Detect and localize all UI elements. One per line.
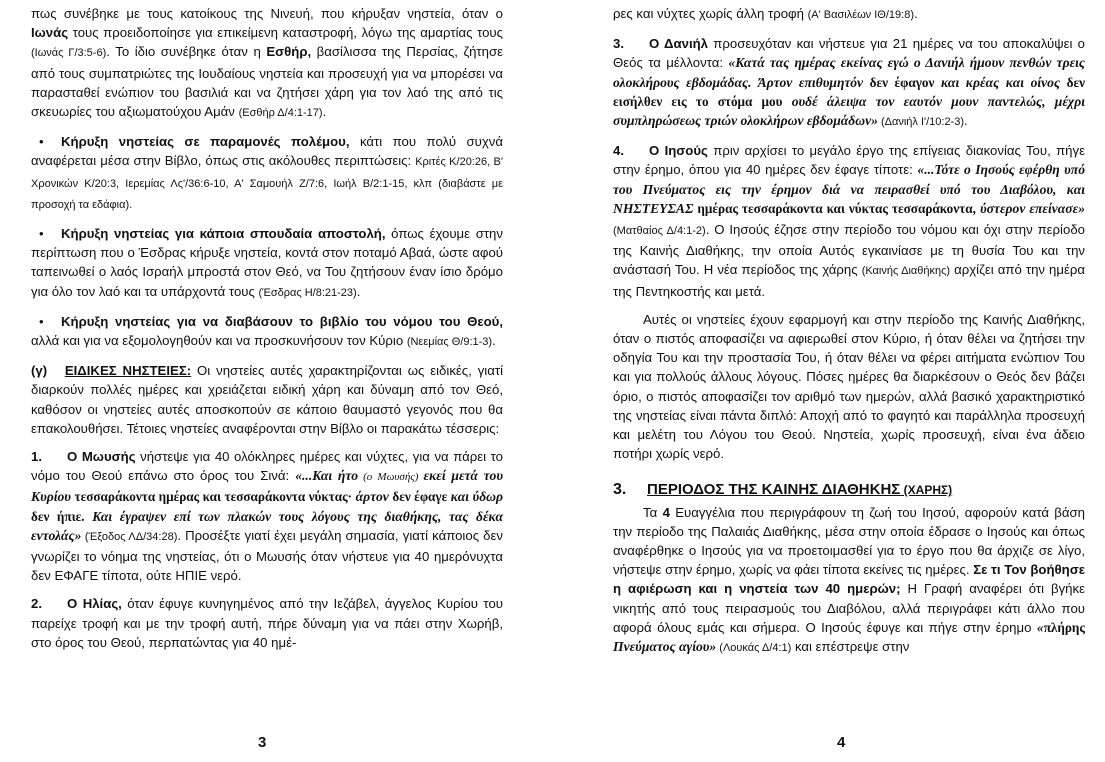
list-number: 2. bbox=[31, 596, 42, 612]
text: αρχίζει από την ημέρα της Πεντηκοστής και μετά. bbox=[613, 262, 1085, 299]
text: . Προσέξτε γιατί έχει μεγάλη σημασία, γιατί κάποιος δεν γνωρίζει το νόημα της νηστείας, ότι ο Μωυσής όταν νήστευε για 40 ημερόνυχτα δεν ΕΦΑΓΕ τίποτα, ούτε ΗΠΙΕ νερό. bbox=[31, 527, 503, 584]
list-item-jesus bbox=[613, 141, 1085, 301]
text: . Ο Ιησούς έζησε στην περίοδο του νόμου και όχι στην περίοδο της Καινής Διαθήκης, την οποία Αυτός εγκαινίασε με τη θυσία Του και την ανάστασή Του. Η νέα περίοδος της χάρης bbox=[613, 222, 1085, 278]
quote-text: «Κατά τας ημέρας εκείνας εγώ ο Δανιήλ ήμουν πενθών τρεις ολοκλήρους εβδομάδας. Άρτον επιθυμητόν bbox=[613, 55, 1085, 90]
quote-bold: πλήρης bbox=[1043, 619, 1085, 635]
text: νήστεψε για 40 ολόκληρες ημέρες και νύχτες, για να πάρει το νόμο του Θεού επάνω στο όρος του Σινά: bbox=[31, 449, 503, 484]
list-number: 4. bbox=[613, 143, 624, 159]
bullet-dot-icon: • bbox=[39, 313, 44, 329]
text: Η Γραφή αναφέρει ότι βγήκε νικητής από τους πειρασμούς του Διαβόλου, αλλά περιγράφει κάτι άλλο που αφορά όλους εμάς και σήμερα. Ο Ιησούς έφυγε και πήγε στην έρημο bbox=[613, 581, 1085, 635]
scripture-reference: (Έξοδος ΛΔ/34:28) bbox=[81, 530, 178, 543]
text: Τα bbox=[643, 504, 663, 520]
scripture-reference: (Νεεμίας Θ/9:1-3) bbox=[406, 336, 493, 349]
text: Οι νηστείες αυτές χαρακτηρίζονται ως ειδικές, γιατί διαρκούν πολλές ημέρες και χρειάζεται ειδική χάρη και δύναμη από τον Θεό, καθόσον οι νηστείες αυτές αποσκοπούν σε κάποιο θαυμαστό γεγονός που θα επακολουθήσει. Τέτοιες νηστείες αναφέρονται στην Βίβλο οι παρακάτω τέσσερις: bbox=[31, 363, 503, 436]
right-page bbox=[613, 4, 1085, 658]
bullet-dot-icon: • bbox=[39, 134, 44, 150]
bold-text: Ο Ιησούς bbox=[649, 143, 708, 159]
bullet-dot-icon: • bbox=[39, 226, 44, 242]
text: . bbox=[913, 6, 918, 21]
quote-text: εκεί μετά του Κυρίου bbox=[31, 468, 503, 505]
quote-text: Πνεύματος αγίου» bbox=[613, 639, 717, 655]
quote-bold: δεν εισήλθεν εις το στόμα μου bbox=[613, 74, 1085, 109]
quote-bold: δεν έφαγε bbox=[392, 489, 448, 505]
quote-bold: τεσσαράκοντα ημέρας και τεσσαράκοντα νύκτας· bbox=[74, 489, 353, 505]
bullet-mission-fasting bbox=[31, 224, 503, 303]
text: κάτι που πολύ συχνά αναφέρεται μέσα στην Βίβλο, όπως στις ακόλουθες περιπτώσεις: bbox=[31, 134, 503, 169]
quote-text: ουδέ άλειψα τον εαυτόν μουν παντελώς, μέχρι συμπληρώσεως τριών ολοκλήρων εβδομάδων» bbox=[613, 93, 1085, 129]
scripture-reference: (Ματθαίος Δ/4:1-2) bbox=[613, 225, 706, 238]
heading-number: 3. bbox=[613, 481, 627, 499]
text: προσευχόταν και νήστευε για 21 ημέρες να του αποκαλύψει ο Θεός τα μέλλοντα: bbox=[613, 36, 1085, 71]
bullet-war-fasting bbox=[31, 132, 503, 215]
text: . bbox=[322, 104, 327, 120]
bold-text: Εσθήρ, bbox=[266, 44, 312, 60]
text: όπως έχουμε στην περίπτωση που ο Έσδρας κήρυξε νηστεία, κοντά στον ποταμό Αβαά, ώστε αφού ταπεινωθεί ο λαός Ισραήλ μπροστά στον Θεό, να Του ζητήσουν έναν ίσιο δρόμο για όλο τον λαό και τα υπάρχοντά τους bbox=[31, 226, 503, 299]
quote-bold: ημέρας τεσσαράκοντα και νύκτας τεσσαράκοντα, bbox=[697, 200, 976, 216]
scripture-reference: (Α' Βασιλέων ΙΘ/19:8) bbox=[807, 9, 914, 21]
bold-text: Κήρυξη νηστείας σε παραμονές πολέμου, bbox=[61, 134, 350, 150]
text: Ευαγγέλια που περιγράφουν τη ζωή του Ιησού, αφορούν κατά βάση την περίοδο της Παλαιάς Διαθήκης, μέσα στην οποία έδρασε ο Ιησούς και όπως αναφέρθηκε ο Ιησούς για να προετοιμασθεί για το έργο που θα άρχιζε σε λίγο, νήστεψε στην έρημο, χωρίς να φάει τίποτα εκείνες τις ημέρες. bbox=[613, 504, 1085, 578]
text: πριν αρχίσει το μεγάλο έργο της επίγειας διακονίας Του, πήγε στην έρημο, όπου για 40 ημέρες δεν έφαγε τίποτε: bbox=[613, 143, 1085, 178]
section-title: ΕΙΔΙΚΕΣ ΝΗΣΤΕΙΕΣ: bbox=[64, 363, 192, 379]
list-item-daniel bbox=[613, 34, 1085, 132]
text: τους προειδοποίησε για επικείμενη καταστροφή, λόγω της αμαρτίας τους bbox=[68, 25, 503, 41]
list-item-elijah bbox=[31, 594, 503, 652]
quote-note: (ο Μωυσής) bbox=[358, 471, 424, 484]
scripture-reference: (Έσδρας Η/8:21-23) bbox=[258, 286, 357, 299]
bold-text: Σε τι Τον βοήθησε η αφιέρωση και η νηστεία των 40 ημερών; bbox=[613, 562, 1085, 597]
quote-text: « bbox=[1036, 619, 1044, 635]
scripture-reference: Κριτές Κ/20:26, Β' Χρονικών Κ/20:3, Ιερεμίας Λς'/36:6-10, Α' Σαμουήλ Ζ/7:6, Ιωήλ Β/2:1-15, κλπ (διαβάστε με προσοχή τα εδάφια). bbox=[31, 156, 503, 211]
scripture-reference: (Δανιήλ Ι'/10:2-3) bbox=[877, 116, 965, 129]
quote-text: και ύδωρ bbox=[447, 489, 503, 505]
paragraph-new-testament-application: Αυτές οι νηστείες έχουν εφαρμογή και στην περίοδο της Καινής Διαθήκης, όταν ο πιστός αποφασίζει να αφιερωθεί στον Κύριο, ή όταν θέλει να ζητήσει την οδηγία Του και την προστασία Του, ή όταν θέλει να φέρει αιτήματα ενώπιον Του και για πολλούς άλλους λόγους. Πόσες ημέρες θα διαρκέσουν ο Θεός δεν βάζει όριο, ο πιστός αποφασίζει τον αριθμό των ημερών, αλλά βασικό χαρακτηριστικό της νηστείας είναι πάντα διπλό: Αποχή από το φαγητό και παράλληλα προσευχή και μελέτη του Λόγου του Θεού. Νηστεία, χωρίς προσευχή, είναι ένα άδειο ποτήρι χωρίς νερό. bbox=[613, 311, 1085, 462]
bold-text: Ο Δανιήλ bbox=[649, 36, 708, 52]
section-label: (γ) bbox=[31, 363, 48, 379]
heading-title-underlined bbox=[647, 481, 952, 498]
text: βασίλισσα της Περσίας, ζήτησε από τους συμπατριώτες της Ιουδαίους νηστεία και προσευχή για να μπορέσει να παρασταθεί ενώπιον του βασιλιά και να ζητήσει χάρη για τον λαό της από τις σκευωρίες του αξιωματούχου Αμάν bbox=[31, 44, 503, 120]
quote-text: «...Και ήτο bbox=[295, 468, 359, 484]
text: ρες και νύχτες χωρίς άλλη τροφή bbox=[613, 6, 808, 21]
bullet-law-reading-fasting bbox=[31, 312, 503, 352]
text: αλλά και για να εξομολογηθούν και να προσκυνήσουν τον Κύριο bbox=[31, 333, 407, 349]
bold-text: Ο Μωυσής bbox=[67, 449, 136, 465]
quote-text: ύστερον επείνασε» bbox=[975, 200, 1086, 216]
bold-text: Κήρυξη νηστείας για να διαβάσουν το βιβλίο του νόμου του Θεού, bbox=[61, 313, 503, 329]
bold-text: Κήρυξη νηστείας για κάποια σπουδαία αποστολή, bbox=[61, 226, 386, 242]
paragraph-elijah-continued bbox=[613, 4, 1085, 25]
list-number: 3. bbox=[613, 36, 624, 52]
quote-bold: δεν ήπιε. bbox=[31, 508, 85, 524]
text: πως συνέβηκε με τους κατοίκους της Νινευή, που κήρυξαν νηστεία, όταν ο bbox=[31, 6, 503, 21]
heading-subtitle: (ΧΑΡΗΣ) bbox=[900, 483, 953, 498]
bold-text: Ιωνάς bbox=[31, 25, 69, 41]
paragraph-nineveh-esther bbox=[31, 4, 503, 123]
bold-text: Ο Ηλίας, bbox=[67, 596, 122, 612]
text: . bbox=[492, 333, 496, 349]
text: όταν έφυγε κυνηγημένος από την Ιεζάβελ, άγγελος Κυρίου του παρείχε τροφή και με την τροφή αυτή, πήρε δύναμη για να πάει στην Χωρήβ, στο όρος του Θεού, περπατώντας για 40 ημέ- bbox=[31, 596, 503, 650]
quote-bold: δεν έφαγον bbox=[869, 74, 935, 90]
section-heading bbox=[613, 480, 1085, 500]
text: . bbox=[964, 113, 968, 129]
heading-title: ΠΕΡΙΟΔΟΣ ΤΗΣ ΚΑΙΝΗΣ ΔΙΑΘΗΚΗΣ bbox=[647, 481, 901, 499]
quote-text: και κρέας και οίνος bbox=[934, 74, 1067, 90]
list-number: 1. bbox=[31, 449, 42, 465]
paragraph-special-fasts bbox=[31, 361, 503, 438]
scripture-reference: (Λουκάς Δ/4:1) bbox=[716, 642, 792, 655]
text: . bbox=[356, 283, 361, 299]
page-number-left: 3 bbox=[258, 734, 267, 751]
list-item-moses bbox=[31, 447, 503, 585]
quote-text: άρτον bbox=[352, 489, 393, 505]
quote-text: Και έγραψεν επί των πλακών τους λόγους της διαθήκης, τας δέκα εντολάς» bbox=[31, 508, 504, 543]
bold-text: 4 bbox=[662, 504, 670, 520]
scripture-reference: (Εσθήρ Δ/4:1-17) bbox=[238, 107, 323, 120]
scripture-reference: (Καινής Διαθήκης) bbox=[861, 265, 951, 278]
left-page bbox=[31, 4, 503, 652]
paragraph-gospels bbox=[613, 503, 1085, 659]
quote-text: «...Τότε ο Ιησούς εφέρθη υπό του Πνεύματος εις την έρημον διά να πειρασθεί υπό του Διαβόλου, και ΝΗΣΤΕΥΣΑΣ bbox=[613, 162, 1085, 216]
text: . Το ίδιο συνέβηκε όταν η bbox=[106, 44, 267, 60]
text: και επέστρεψε στην bbox=[791, 639, 910, 655]
page-number-right: 4 bbox=[837, 734, 846, 751]
scripture-reference: (Ιωνάς Γ/3:5-6) bbox=[31, 47, 107, 60]
